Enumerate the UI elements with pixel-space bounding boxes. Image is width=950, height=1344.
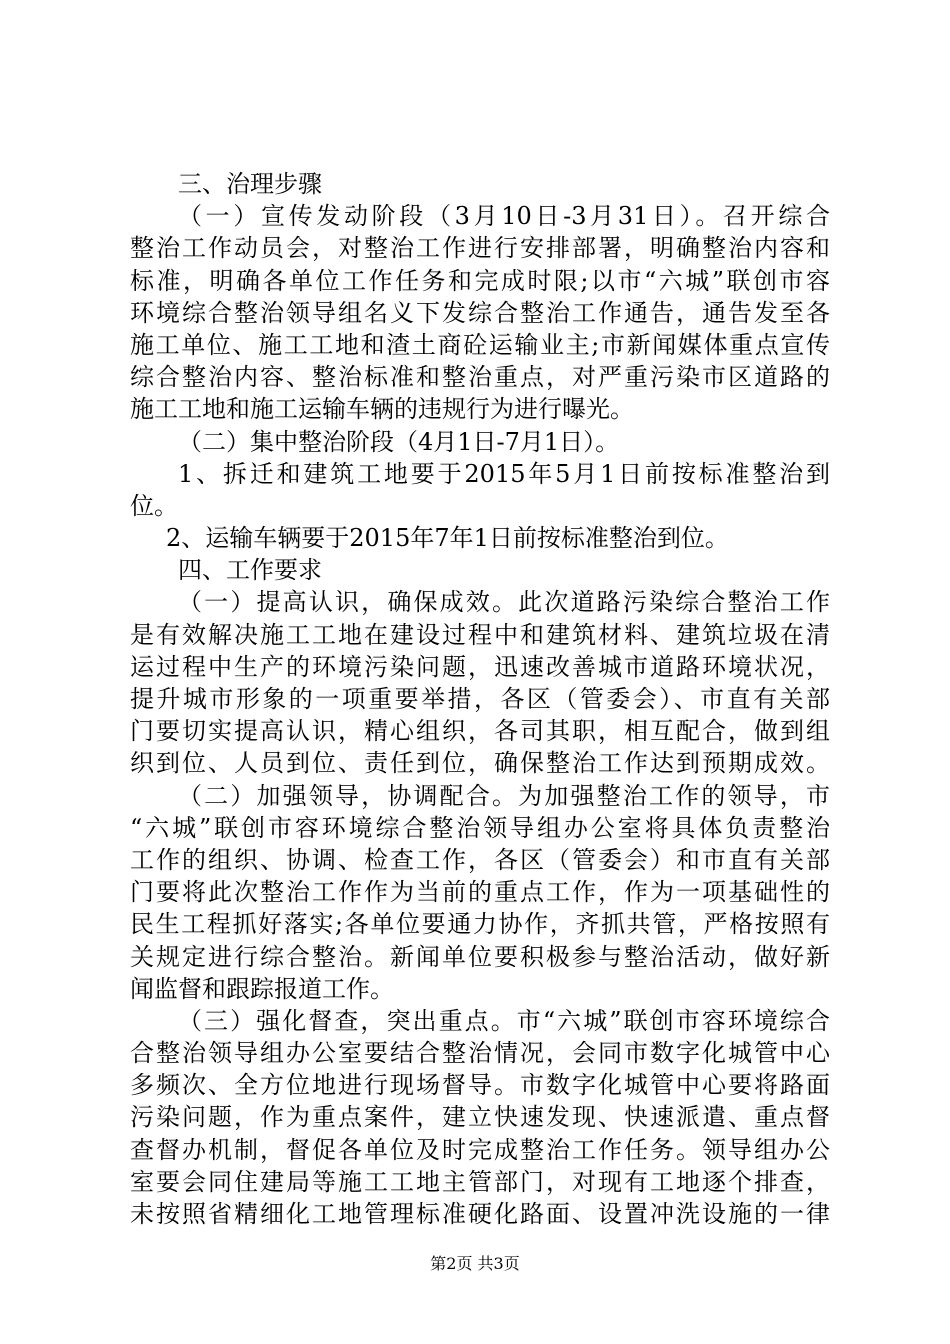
paragraph-line: 室要会同住建局等施工工地主管部门，对现有工地逐个排查， <box>130 1167 830 1196</box>
section-heading: 三、治理步骤 <box>178 170 322 198</box>
paragraph-line: （三）强化督查，突出重点。市“六城”联创市容环境综合 <box>178 1006 830 1035</box>
paragraph-line: 污染问题，作为重点案件，建立快速发现、快速派遣、重点督 <box>130 1103 830 1132</box>
paragraph-line: 运过程中生产的环境污染问题，迅速改善城市道路环境状况， <box>130 652 830 681</box>
paragraph-line: “六城”联创市容环境综合整治领导组办公室将具体负责整治 <box>130 813 830 842</box>
paragraph-line: （二）集中整治阶段（4月1日-7月1日）。 <box>178 427 620 456</box>
document-body <box>130 168 830 1230</box>
paragraph-line: 织到位、人员到位、责任到位，确保整治工作达到预期成效。 <box>130 749 830 778</box>
paragraph-line: 查督办机制，督促各单位及时完成整治工作任务。领导组办公 <box>130 1135 830 1164</box>
paragraph-line: 民生工程抓好落实;各单位要通力协作，齐抓共管，严格按照有 <box>130 910 830 939</box>
paragraph-line: （一）宣传发动阶段（3月10日-3月31日）。召开综合 <box>178 202 830 231</box>
section-heading: 四、工作要求 <box>178 556 322 585</box>
paragraph-line: 2、运输车辆要于2015年7年1日前按标准整治到位。 <box>166 524 729 553</box>
paragraph-line: 标准，明确各单位工作任务和完成时限;以市“六城”联创市容 <box>130 266 830 295</box>
paragraph-line: 未按照省精细化工地管理标准硬化路面、设置冲洗设施的一律 <box>130 1200 830 1228</box>
paragraph-line: 综合整治内容、整治标准和整治重点，对严重污染市区道路的 <box>130 363 830 392</box>
paragraph-line: 整治工作动员会，对整治工作进行安排部署，明确整治内容和 <box>130 234 830 263</box>
paragraph-line: 合整治领导组办公室要结合整治情况，会同市数字化城管中心 <box>130 1039 830 1068</box>
paragraph-line: 施工单位、施工工地和渣土商砼运输业主;市新闻媒体重点宣传 <box>130 330 830 359</box>
paragraph-line: 是有效解决施工工地在建设过程中和建筑材料、建筑垃圾在清 <box>130 620 830 649</box>
paragraph-line: 位。 <box>130 491 178 520</box>
paragraph-line: 环境综合整治领导组名义下发综合整治工作通告，通告发至各 <box>130 298 830 327</box>
paragraph-line: （二）加强领导，协调配合。为加强整治工作的领导，市 <box>178 781 830 810</box>
paragraph-line: 门要切实提高认识，精心组织，各司其职，相互配合，做到组 <box>130 717 830 746</box>
paragraph-line: （一）提高认识，确保成效。此次道路污染综合整治工作 <box>178 588 830 617</box>
paragraph-line: 闻监督和跟踪报道工作。 <box>130 974 394 1003</box>
page-number: 第2页 共3页 <box>430 1254 520 1273</box>
paragraph-line: 关规定进行综合整治。新闻单位要积极参与整治活动，做好新 <box>130 942 830 971</box>
paragraph-line: 工作的组织、协调、检查工作，各区（管委会）和市直有关部 <box>130 845 830 874</box>
paragraph-line: 施工工地和施工运输车辆的违规行为进行曝光。 <box>130 395 634 424</box>
paragraph-line: 提升城市形象的一项重要举措，各区（管委会）、市直有关部 <box>130 685 830 713</box>
paragraph-line: 1、拆迁和建筑工地要于2015年5月1日前按标准整治到 <box>178 459 830 488</box>
paragraph-line: 门要将此次整治工作作为当前的重点工作，作为一项基础性的 <box>130 878 830 907</box>
paragraph-line: 多频次、全方位地进行现场督导。市数字化城管中心要将路面 <box>130 1071 830 1100</box>
